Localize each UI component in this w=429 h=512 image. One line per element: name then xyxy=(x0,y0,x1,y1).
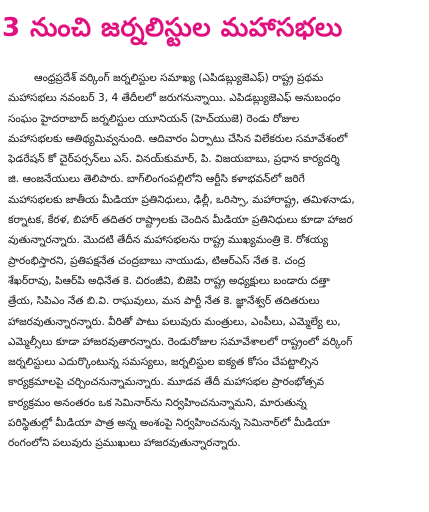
article-line: మహాసభలకు ఆతిథ్యమివ్వనుంది. ఆదివారం ఏర్పాటు చేసిన విలేకరుల సమావేశంలో xyxy=(8,132,348,145)
article-line: కార్యక్రమాలపై చర్చించనున్నామన్నారు. మూడవ తేదీ మహాసభల ప్రారంభోత్సవ xyxy=(8,376,325,389)
headline: 3 నుంచి జర్నలిస్టుల మహాసభలు xyxy=(2,13,343,43)
article-body xyxy=(8,68,424,508)
article-line: పరిస్థితుల్లో మీడియా పాత్ర అన్న అంశంపై నిర్వహించనున్న సెమినార్‌లో మీడియా xyxy=(8,417,330,430)
article-line: జి. ఆంజనేయులు తెలిపారు. బాగ్‌లింగంపల్లిలోని ఆర్టీసి కళాభవన్‌లో జరిగే xyxy=(8,173,305,186)
article-line: ప్రారంభిస్తారని, ప్రతిపక్షనేత చంద్రబాబు నాయుడు, టిఆర్ఎస్ నేత కె. చంద్ర xyxy=(8,254,306,267)
article-line: సంఘం హైదరాబాద్ జర్నలిస్టుల యూనియన్ (హెచ్‌యుజె) రెండు రోజుల xyxy=(8,112,300,125)
article-line: మహాసభలు నవంబర్ 3, 4 తేదీలలో జరుగనున్నాయి. ఎపిడబ్ల్యుజెఎఫ్ అనుబంధం xyxy=(8,92,341,105)
article-line: వుతున్నారన్నారు. మొదటి తేదీన మహాసభలను రాష్ట్ర ముఖ్యమంత్రి కె. రోశయ్య xyxy=(8,234,329,247)
article-line: ఎమ్మెల్సీలు కూడా హాజరవుతారన్నారు. రెండురోజుల సమావేశాలలో రాష్ట్రంలో వర్కింగ్ xyxy=(8,335,353,348)
article-line: త్రేయ, సిపిఎం నేత బి.వి. రాఘవులు, మన పార్టీ నేత కె. జ్ఞానేశ్వర్ తదితరులు xyxy=(8,295,320,308)
article-line: కర్నాటక, కేరళ, బిహార్ తదితర రాష్ట్రాలకు చెందిన మీడియా ప్రతినిధులు కూడా హాజర xyxy=(8,214,353,227)
article-line: హాజరవుతున్నారన్నారు. వీరితో పాటు పలువురు మంత్రులు, ఎంపీలు, ఎమ్మెల్యే లు, xyxy=(8,315,341,328)
article-line: రంగంలోని పలువురు ప్రముఖులు హాజరవుతున్నారన్నారు. xyxy=(8,437,241,450)
article-line: ఆంధ్రప్రదేశ్ వర్కింగ్ జర్నలిస్టుల సమాఖ్య (ఎపిడబ్ల్యుజెఎఫ్) రాష్ట్ర ప్రథమ xyxy=(34,72,324,84)
article-line: కార్యక్రమం అనంతరం ఒక సెమినార్‌ను నిర్వహించనున్నామని, మారుతున్న xyxy=(8,396,307,409)
article-line: జర్నలిస్టులు ఎదుర్కొంటున్న సమస్యలు, జర్నలిస్టుల ఐక్యత కోసం చేపట్టాల్సిన xyxy=(8,356,319,369)
article-line: శేఖర్‌రావు, పిఆర్‌పి అధినేత కె. చిరంజీవి, బిజెపి రాష్ట్ర అధ్యక్షులు బండారు దత్తా xyxy=(8,274,330,287)
article-line: ఫెడరేషన్ కో చైర్‌పర్సన్‌లు ఎస్. వినయ్‌కుమార్, పి. విజయబాబు, ప్రధాన కార్యదర్శి xyxy=(8,153,340,166)
article-line: మహాసభలకు జాతీయ మీడియా ప్రతినిధులు, ఢిల్లీ, ఒరిస్సా, మహారాష్ట్ర, తమిళనాడు, xyxy=(8,193,355,206)
